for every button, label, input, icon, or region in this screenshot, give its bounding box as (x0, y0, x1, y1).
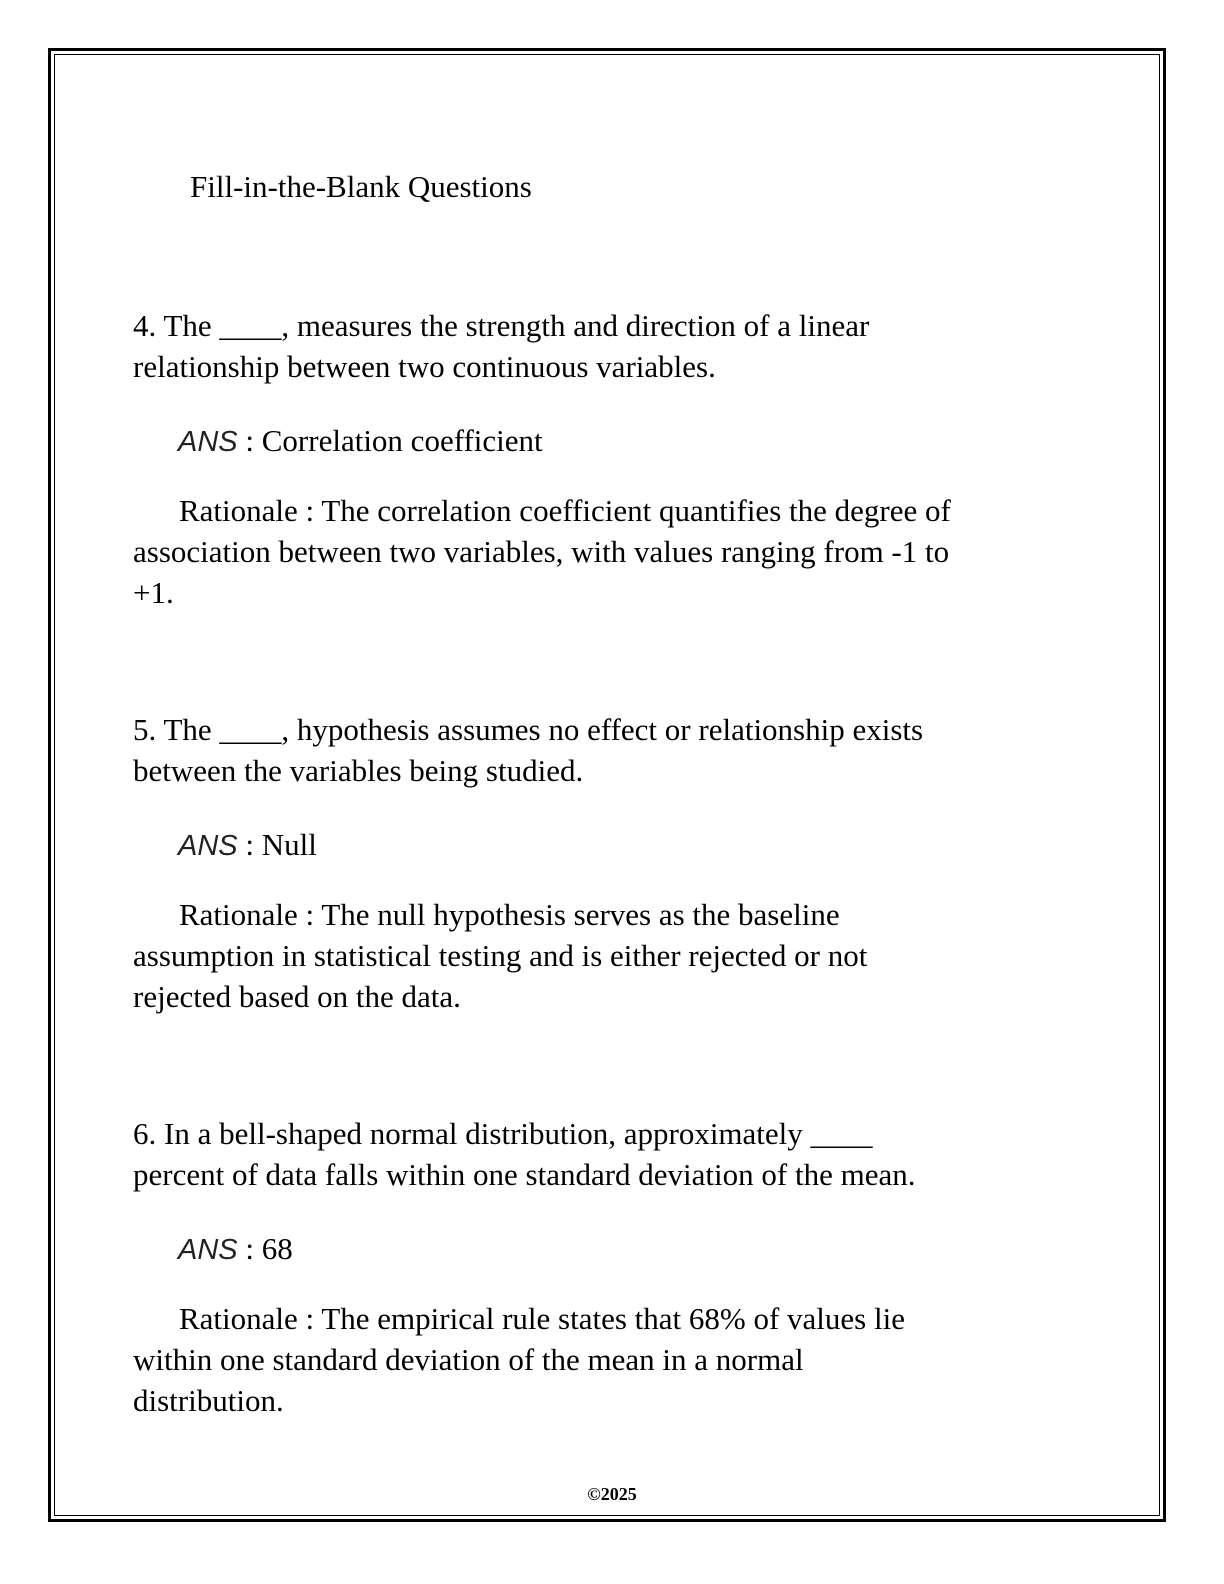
rationale-5 (133, 894, 867, 1017)
rationale-4 (133, 490, 951, 613)
question-line: 5. The ____, hypothesis assumes no effect or relationship exists (133, 712, 924, 747)
question-4 (133, 305, 869, 387)
rationale-line: association between two variables, with values ranging from -1 to (133, 534, 950, 569)
answer-5 (178, 824, 317, 867)
rationale-6 (133, 1298, 905, 1421)
ans-label: ANS (178, 426, 238, 458)
question-line: percent of data falls within one standard deviation of the mean. (133, 1157, 916, 1192)
rationale-line: Rationale : The null hypothesis serves as the baseline (179, 897, 840, 932)
copyright-footer: ©2025 (587, 1484, 637, 1504)
ans-label: ANS (178, 1234, 238, 1266)
question-line: between the variables being studied. (133, 753, 584, 788)
answer-6 (178, 1228, 293, 1271)
section-title: Fill-in-the-Blank Questions (190, 169, 532, 204)
question-5 (133, 709, 923, 791)
question-6 (133, 1113, 915, 1195)
rationale-line: +1. (133, 575, 174, 610)
rationale-line: assumption in statistical testing and is either rejected or not (133, 938, 868, 973)
rationale-line: distribution. (133, 1383, 284, 1418)
question-line: 6. In a bell-shaped normal distribution, approximately ____ (133, 1116, 873, 1151)
answer-4 (178, 420, 543, 463)
answer-text: : Correlation coefficient (237, 423, 543, 458)
ans-label: ANS (178, 830, 238, 862)
question-line: relationship between two continuous variables. (133, 349, 716, 384)
answer-text: : 68 (237, 1231, 293, 1266)
rationale-line: Rationale : The empirical rule states that 68% of values lie (179, 1301, 905, 1336)
rationale-line: within one standard deviation of the mean in a normal (133, 1342, 804, 1377)
rationale-line: Rationale : The correlation coefficient quantifies the degree of (179, 493, 951, 528)
rationale-line: rejected based on the data. (133, 979, 461, 1014)
question-line: 4. The ____, measures the strength and direction of a linear (133, 308, 870, 343)
answer-text: : Null (237, 827, 317, 862)
